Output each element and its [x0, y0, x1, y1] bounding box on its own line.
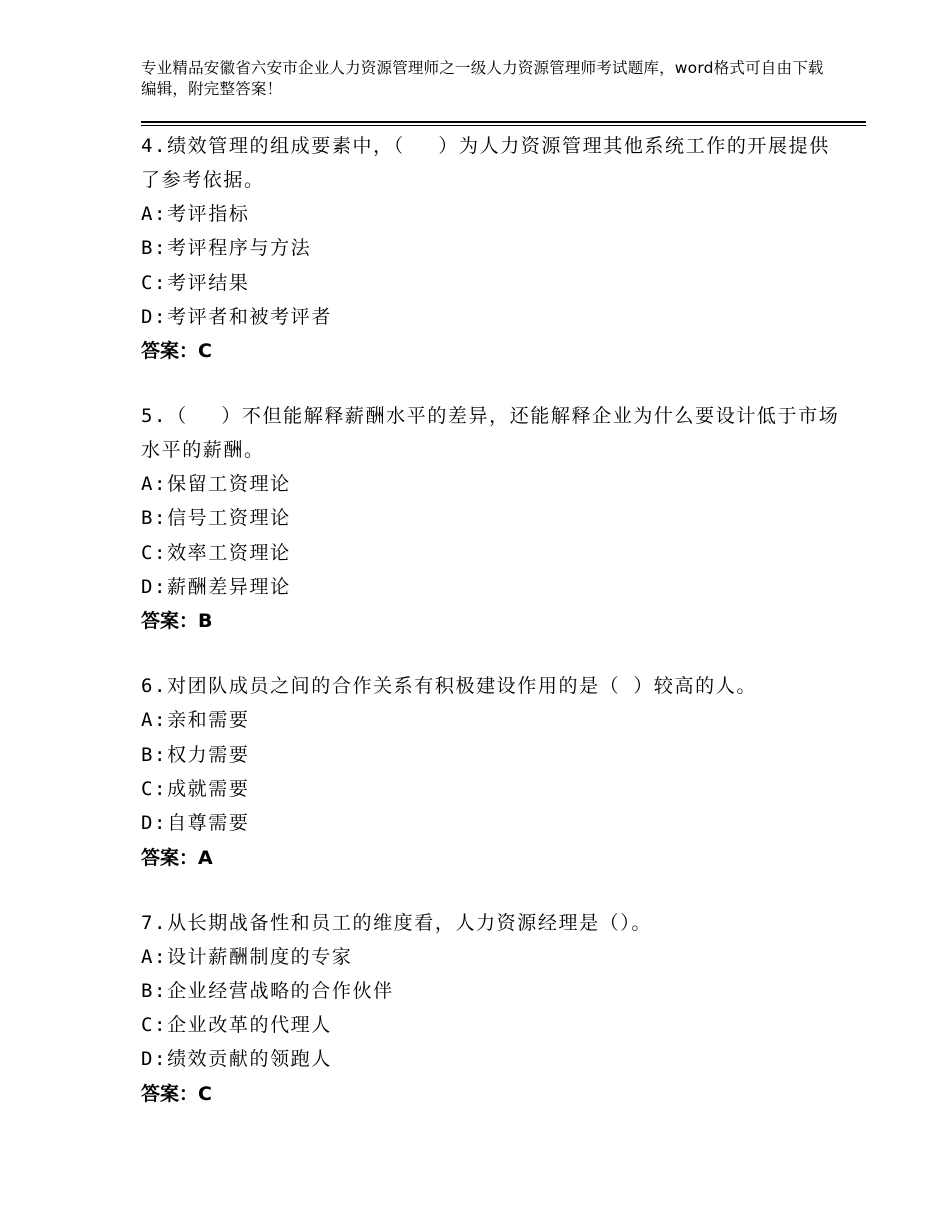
option-b: B:考评程序与方法: [141, 237, 312, 260]
option-c: C:效率工资理论: [141, 541, 291, 564]
option-d: D:薪酬差异理论: [141, 576, 291, 599]
option-a: A:考评指标: [141, 203, 250, 225]
document-header: 专业精品安徽省六安市企业人力资源管理师之一级人力资源管理师考试题库，word格式可自由下载编辑，附完整答案！: [141, 59, 824, 98]
answer-label: 答案：B: [141, 610, 213, 633]
option-c: C:考评结果: [141, 271, 250, 294]
question-stem: 5.（ ）不但能解释薪酬水平的差异，还能解释企业为什么要设计低于市场水平的薪酬。: [141, 405, 840, 462]
option-d: D:绩效贡献的领跑人: [141, 1048, 332, 1071]
question-stem: 4.绩效管理的组成要素中，（ ）为人力资源管理其他系统工作的开展提供了参考依据。: [141, 135, 830, 191]
header-rule-thin: [141, 125, 866, 126]
question-5: [141, 399, 841, 638]
question-7: [141, 906, 841, 1111]
question-stem: 6.对团队成员之间的合作关系有积极建设作用的是（ ）较高的人。: [141, 675, 757, 698]
header-rule-thick: [141, 121, 866, 123]
option-a: A:设计薪酬制度的专家: [141, 945, 353, 968]
question-6: [141, 669, 841, 874]
option-c: C:企业改革的代理人: [141, 1014, 332, 1037]
option-a: A:保留工资理论: [141, 473, 291, 496]
option-d: D:考评者和被考评者: [141, 305, 332, 328]
answer-label: 答案：C: [141, 340, 212, 363]
option-b: B:企业经营战略的合作伙伴: [141, 979, 394, 1002]
answer-label: 答案：C: [141, 1082, 212, 1105]
answer-label: 答案：A: [141, 846, 213, 869]
question-list: [141, 129, 841, 1142]
option-c: C:成就需要: [141, 777, 250, 800]
option-b: B:信号工资理论: [141, 507, 291, 530]
question-stem: 7.从长期战备性和员工的维度看，人力资源经理是（）。: [141, 911, 652, 934]
option-a: A:亲和需要: [141, 709, 250, 732]
option-b: B:权力需要: [141, 743, 250, 766]
option-d: D:自尊需要: [141, 812, 250, 835]
question-4: [141, 129, 841, 368]
